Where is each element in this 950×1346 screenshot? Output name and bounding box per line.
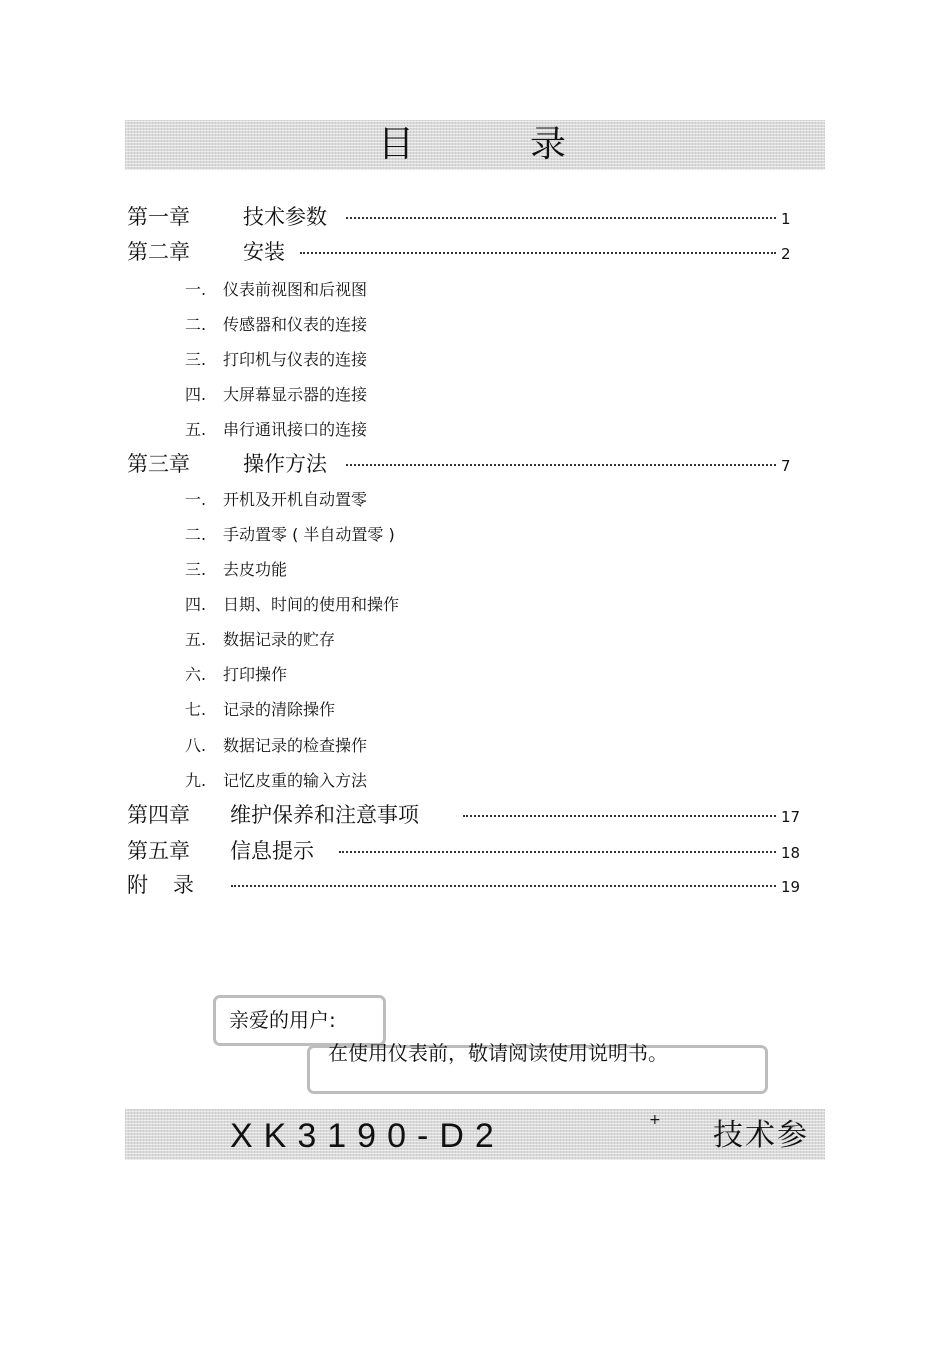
model-name: XK3190-D2 [230,1117,505,1155]
toc-section-3-3[interactable] [0,559,950,583]
dot-leader [231,885,776,887]
notice-greeting: 亲爱的用户: [229,1008,336,1032]
chapter-title: 操作方法 [243,452,327,476]
appendix-page-number: 19 [781,878,801,896]
dot-leader [346,464,776,466]
toc-section-2-1[interactable] [0,279,950,303]
section-number: 二. [185,315,207,334]
section-title: 开机及开机自动置零 [223,490,368,509]
chapter-page-number: 17 [781,808,801,826]
section-title: 串行通讯接口的连接 [223,420,368,439]
chapter-page-number: 18 [781,844,801,862]
section-number: 二. [185,525,207,544]
section-title: 仪表前视图和后视图 [223,280,368,299]
section-title: 数据记录的检查操作 [223,736,368,755]
page-title-char-2: 录 [530,124,567,165]
footer-section-label: 技术参 [713,1118,809,1153]
toc-section-2-5[interactable] [0,419,950,443]
toc-section-2-2[interactable] [0,314,950,338]
dot-leader [300,252,776,254]
chapter-number: 第五章 [127,839,190,863]
section-number: 三. [185,350,207,369]
section-title: 记录的清除操作 [223,700,336,719]
toc-section-3-9[interactable] [0,770,950,794]
toc-appendix[interactable] [0,871,950,901]
toc-section-3-1[interactable] [0,489,950,513]
toc-section-3-5[interactable] [0,629,950,653]
appendix-label: 附 录 [127,873,196,897]
section-number: 六. [185,665,207,684]
section-number: 四. [185,595,207,614]
section-title: 日期、时间的使用和操作 [223,595,400,614]
toc-section-2-4[interactable] [0,384,950,408]
title-band [125,120,825,170]
chapter-number: 第一章 [127,205,190,229]
section-number: 九. [185,771,207,790]
chapter-title: 维护保养和注意事项 [230,803,419,827]
toc-chapter-3[interactable] [0,450,950,480]
dot-leader [346,217,776,219]
section-number: 一. [185,490,207,509]
toc-section-3-6[interactable] [0,664,950,688]
notice-message: 在使用仪表前，敬请阅读使用说明书。 [328,1041,668,1065]
toc-chapter-2[interactable] [0,238,950,268]
page-title-char-1: 目 [378,124,415,165]
toc-chapter-4[interactable] [0,801,950,831]
section-title: 传感器和仪表的连接 [223,315,368,334]
footer-band [125,1109,825,1160]
toc-section-3-7[interactable] [0,699,950,723]
chapter-page-number: 7 [781,457,791,475]
section-title: 数据记录的贮存 [223,630,336,649]
section-title: 去皮功能 [223,560,288,579]
section-title: 打印机与仪表的连接 [223,350,368,369]
toc-section-3-2[interactable] [0,524,950,548]
section-title: 打印操作 [223,665,288,684]
chapter-title: 技术参数 [243,205,327,229]
chapter-number: 第二章 [127,240,190,264]
plus-mark: + [649,1112,661,1128]
chapter-page-number: 1 [781,210,791,228]
toc-chapter-1[interactable] [0,203,950,233]
section-number: 一. [185,280,207,299]
toc-section-3-4[interactable] [0,594,950,618]
toc-section-3-8[interactable] [0,735,950,759]
section-number: 八. [185,736,207,755]
section-title: 记忆皮重的输入方法 [223,771,368,790]
chapter-title: 信息提示 [230,839,314,863]
chapter-number: 第三章 [127,452,190,476]
toc-chapter-5[interactable] [0,837,950,867]
section-number: 七. [185,700,207,719]
dot-leader [463,815,776,817]
chapter-title: 安装 [243,240,285,264]
dot-leader [339,851,776,853]
section-number: 五. [185,630,207,649]
section-number: 三. [185,560,207,579]
section-number: 五. [185,420,207,439]
chapter-page-number: 2 [781,245,791,263]
toc-section-2-3[interactable] [0,349,950,373]
chapter-number: 第四章 [127,803,190,827]
section-title: 手动置零 ( 半自动置零 ) [223,525,395,544]
section-title: 大屏幕显示器的连接 [223,385,368,404]
section-number: 四. [185,385,207,404]
